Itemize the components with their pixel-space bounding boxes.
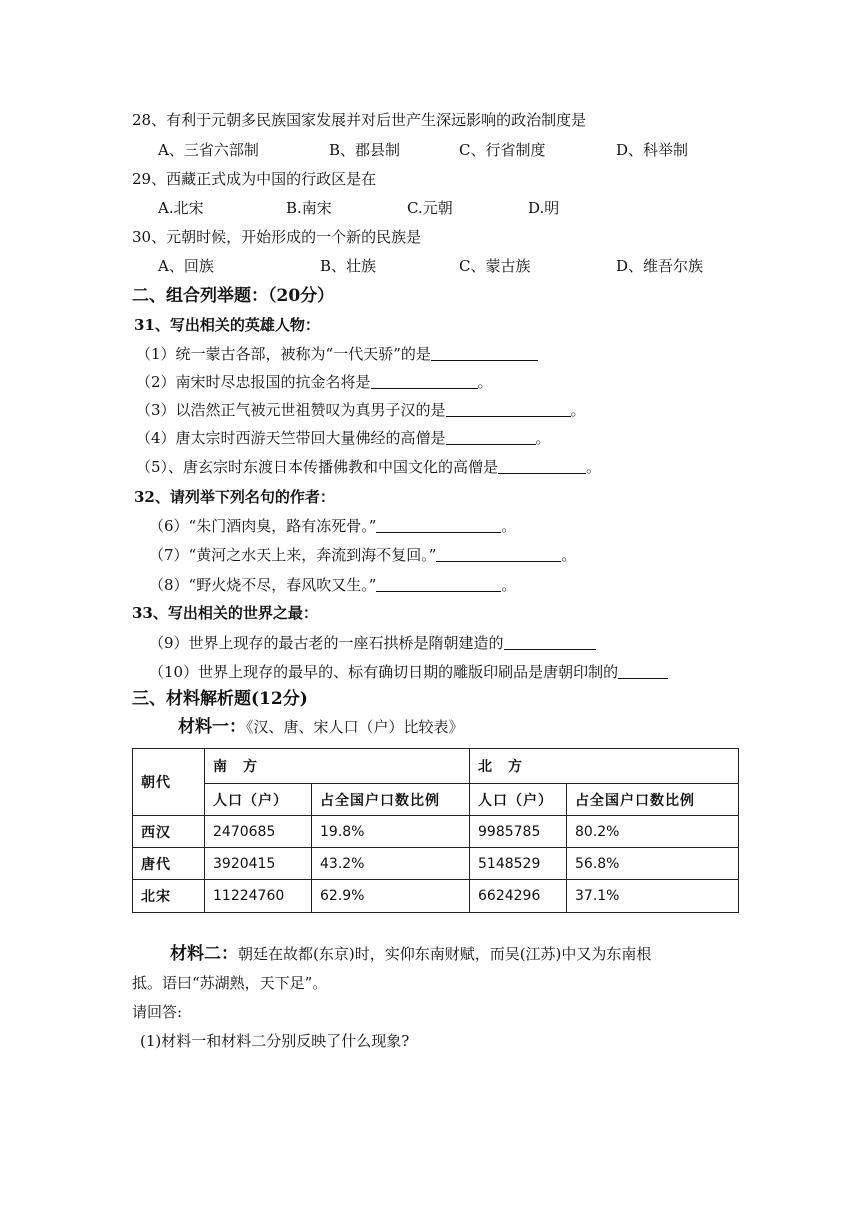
q31-item-5: （5）、唐玄宗时东渡日本传播佛教和中国文化的高僧是 。 (136, 458, 602, 476)
q30-option-c: C、蒙古族 (459, 257, 531, 275)
q29-stem: 29、西藏正式成为中国的行政区是在 (132, 170, 377, 188)
material-2-label: 材料二： (170, 944, 238, 964)
cell-south-pct: 19.8% (312, 816, 470, 848)
sub-question-1: (1)材料一和材料二分别反映了什么现象? (140, 1032, 410, 1050)
q29-option-c: C.元朝 (407, 199, 453, 217)
cell-south-pct: 43.2% (312, 848, 470, 880)
q30-option-d: D、维吾尔族 (616, 257, 704, 275)
section-3-title: 三、材料解析题(12分) (132, 689, 308, 709)
q31-item-3: （3）以浩然正气被元世祖赞叹为真男子汉的是 。 (136, 401, 586, 419)
material-1-heading (178, 716, 464, 738)
cell-north-pct: 80.2% (567, 816, 739, 848)
table-row (133, 880, 739, 913)
q31-stem: 31、写出相关的英雄人物： (134, 316, 320, 334)
cell-north-pct: 37.1% (567, 880, 739, 913)
answer-blank[interactable] (376, 575, 501, 592)
header-south-pop: 人口（户） (205, 784, 312, 816)
table-row (133, 848, 739, 880)
q32-stem: 32、请列举下列名句的作者： (134, 488, 335, 506)
q31-item-2: （2）南宋时尽忠报国的抗金名将是 。 (136, 373, 493, 391)
header-south: 南 方 (205, 749, 470, 784)
answer-blank[interactable] (431, 344, 538, 361)
answer-blank[interactable] (371, 372, 478, 389)
section-2-title: 二、组合列举题：（20分） (132, 286, 335, 306)
material-1-caption: 《汉、唐、宋人口（户）比较表》 (246, 718, 464, 736)
q28-option-b: B、郡县制 (329, 141, 401, 159)
header-dynasty: 朝代 (133, 749, 205, 816)
q32-item-7: （7）“黄河之水天上来，奔流到海不复回。” 。 (149, 546, 577, 564)
q28-stem: 28、有利于元朝多民族国家发展并对后世产生深远影响的政治制度是 (132, 111, 587, 129)
header-north-pop: 人口（户） (470, 784, 567, 816)
cell-south-pct: 62.9% (312, 880, 470, 913)
q29-option-a: A.北宋 (158, 199, 204, 217)
cell-north-pct: 56.8% (567, 848, 739, 880)
q30-stem: 30、元朝时候，开始形成的一个新的民族是 (132, 228, 422, 246)
answer-blank[interactable] (504, 633, 596, 650)
cell-dynasty: 唐代 (133, 848, 205, 880)
cell-dynasty: 北宋 (133, 880, 205, 913)
table-row (133, 816, 739, 848)
answer-prompt: 请回答: (132, 1003, 183, 1021)
q32-item-6: （6）“朱门酒肉臭，路有冻死骨。” 。 (149, 517, 517, 535)
population-table (132, 748, 739, 913)
q29-option-d: D.明 (528, 199, 560, 217)
q28-option-a: A、三省六部制 (158, 141, 259, 159)
q28-option-d: D、科举制 (616, 141, 689, 159)
answer-blank[interactable] (618, 662, 668, 679)
answer-blank[interactable] (436, 545, 561, 562)
q30-option-a: A、回族 (158, 257, 214, 275)
header-north-pct: 占全国户口数比例 (567, 784, 739, 816)
cell-dynasty: 西汉 (133, 816, 205, 848)
q29-option-b: B.南宋 (286, 199, 332, 217)
q30-option-b: B、壮族 (320, 257, 377, 275)
answer-blank[interactable] (498, 457, 586, 474)
q33-stem: 33、写出相关的世界之最： (132, 604, 318, 622)
material-2-line-2: 抵。语曰“苏湖熟，天下足”。 (132, 974, 328, 992)
cell-north-pop: 6624296 (470, 880, 567, 913)
answer-blank[interactable] (446, 428, 536, 445)
q31-item-1: （1）统一蒙古各部，被称为“一代天骄”的是 (136, 343, 538, 365)
cell-south-pop: 11224760 (205, 880, 312, 913)
material-1-label: 材料一： (178, 717, 246, 737)
cell-north-pop: 5148529 (470, 848, 567, 880)
answer-blank[interactable] (446, 400, 571, 417)
cell-north-pop: 9985785 (470, 816, 567, 848)
q28-option-c: C、行省制度 (459, 141, 546, 159)
q31-item-4: （4）唐太宗时西游天竺带回大量佛经的高僧是 。 (136, 429, 551, 447)
header-north: 北 方 (470, 749, 739, 784)
q33-item-9: （9）世界上现存的最古老的一座石拱桥是隋朝建造的 (149, 632, 596, 654)
header-south-pct: 占全国户口数比例 (312, 784, 470, 816)
q32-item-8: （8）“野火烧不尽，春风吹又生。” 。 (149, 576, 517, 594)
material-2-line-1: 材料二：朝廷在故都(东京)时，实仰东南财赋，而吴(江苏)中又为东南根 (170, 944, 652, 964)
cell-south-pop: 3920415 (205, 848, 312, 880)
q33-item-10: （10）世界上现存的最早的、标有确切日期的雕版印刷品是唐朝印制的 (149, 661, 668, 683)
answer-blank[interactable] (376, 516, 501, 533)
cell-south-pop: 2470685 (205, 816, 312, 848)
